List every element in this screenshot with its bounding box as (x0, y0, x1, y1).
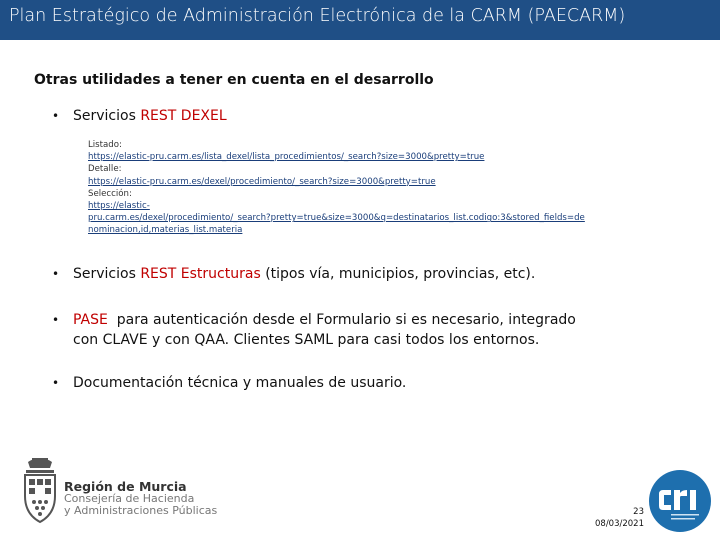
page-info (584, 506, 644, 530)
region-murcia-coat-of-arms-icon (20, 456, 60, 524)
slide-title: Plan Estratégico de Administración Electrónica de la CARM (PAECARM) (9, 6, 626, 26)
cri-logo-icon (649, 470, 711, 532)
bullet-text: Documentación técnica y manuales de usuario. (73, 375, 407, 391)
detalle-link[interactable]: https://elastic-pru.carm.es/dexel/procedimiento/_search?size=3000&pretty=true (88, 176, 436, 187)
slide-date: 08/03/2021 (595, 519, 644, 529)
dexel-links (88, 139, 608, 237)
region-department-line1: Consejería de Hacienda (64, 492, 195, 505)
bullet-dot: • (52, 109, 60, 123)
region-name: Región de Murcia (64, 479, 187, 494)
seleccion-link-line1[interactable]: https://elastic- (88, 201, 150, 212)
seleccion-link-line2[interactable]: pru.carm.es/dexel/procedimiento/_search?pretty=true&size=3000&q=destinatarios_list.codigo:3&stored_fields=de (88, 213, 585, 224)
bullet-text: Servicios REST DEXEL (73, 108, 227, 124)
bullet-dot: • (52, 376, 60, 390)
slide-subtitle: Otras utilidades a tener en cuenta en el desarrollo (34, 72, 434, 88)
bullet-dot: • (52, 313, 60, 327)
title-bar (0, 0, 720, 40)
bullet-text: PASE para autenticación desde el Formulario si es necesario, integrado con CLAVE y con QAA. Clientes SAML para casi todos los entornos. (73, 312, 576, 348)
seleccion-label: Selección: (88, 188, 132, 199)
seleccion-link-line3[interactable]: nominacion,id,materias_list.materia (88, 225, 243, 236)
region-text-block (64, 481, 217, 517)
bullet-dot: • (52, 267, 60, 281)
listado-link[interactable]: https://elastic-pru.carm.es/lista_dexel/lista_procedimientos/_search?size=3000&pretty=true (88, 152, 485, 163)
listado-label: Listado: (88, 140, 122, 150)
detalle-label: Detalle: (88, 164, 122, 175)
region-department-line2: y Administraciones Públicas (64, 504, 218, 517)
bullet-text: Servicios REST Estructuras (tipos vía, municipios, provincias, etc). (73, 266, 536, 282)
page-number: 23 (633, 507, 644, 517)
